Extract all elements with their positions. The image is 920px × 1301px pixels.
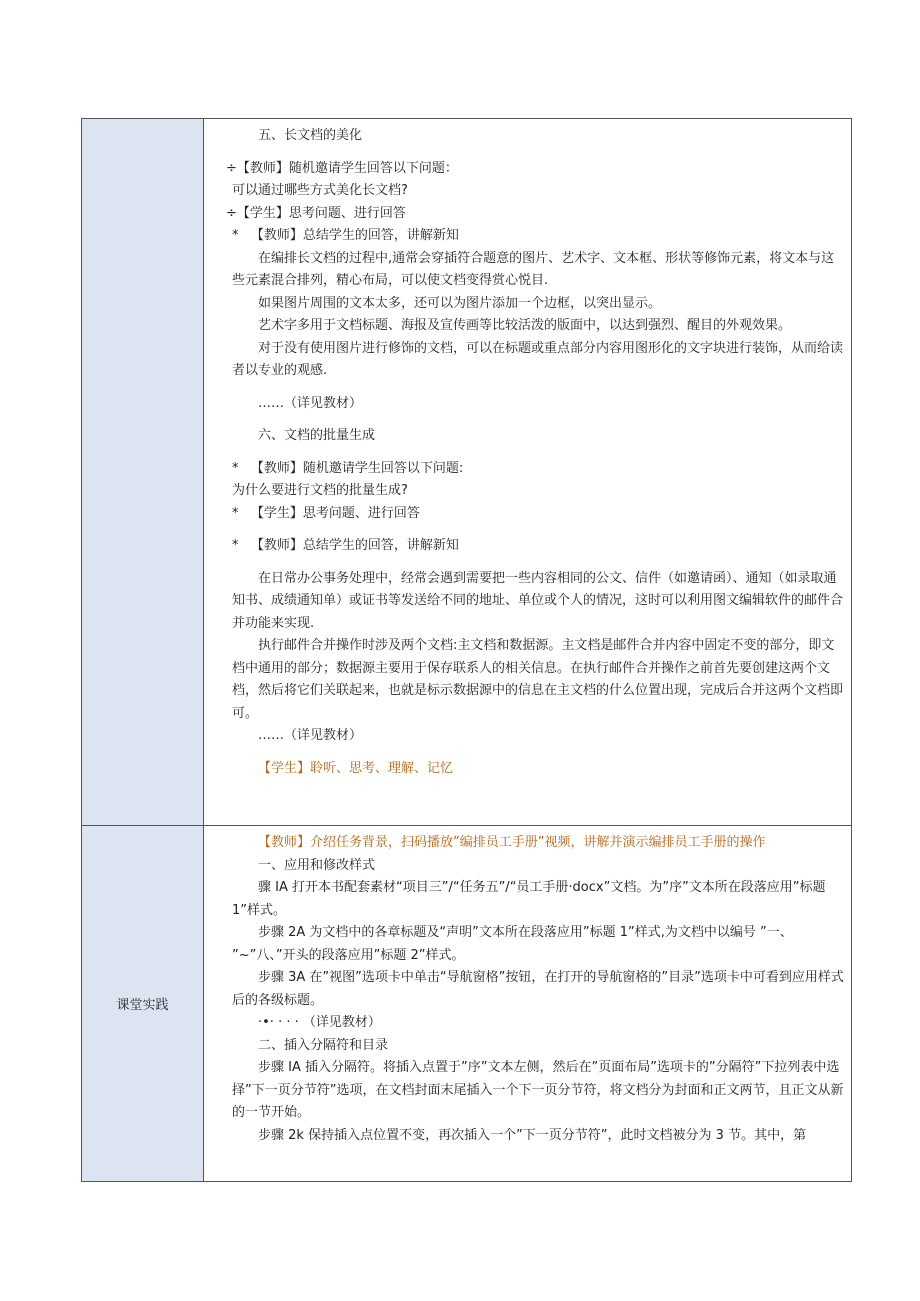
lesson-table xyxy=(81,118,852,1182)
table-row xyxy=(82,826,851,1181)
section-heading: 一、应用和修改样式 xyxy=(258,857,376,873)
paragraph: 在日常办公事务处理中，经常会遇到需要把一些内容相同的公文、信件（如邀请函）、通知（如录取通知书、成绩通知单）或证书等发送给不同的地址、单位或个人的情况，这时可以利用图文编辑软件的邮件合并功能来实现. xyxy=(232,570,844,631)
step-paragraph: 步骤 IA 插入分隔符。将插入点置于”序”文本左侧，然后在”页面布局”选项卡的”分隔符”下拉列表中选择”下一页分节符”选项，在文档封面末尾插入一个下一页分节符，将文档分为封面和正文两节，且正文从新的一节开始。 xyxy=(232,1060,844,1120)
row-label xyxy=(82,119,204,825)
row-label: 课堂实践 xyxy=(82,826,204,1181)
question-line: 为什么要进行文档的批量生成? xyxy=(232,483,408,498)
student-activity: 【学生】聆听、思考、理解、记忆 xyxy=(258,760,454,776)
teacher-line: * 【教师】随机邀请学生回答以下问题: xyxy=(232,460,464,476)
paragraph: 如果图片周围的文本太多，还可以为图片添加一个边框，以突出显示。 xyxy=(258,295,662,311)
step-paragraph: 步骤 2k 保持插入点位置不变，再次插入一个”下一页分节符”，此时文档被分为 3 节。其中，第 xyxy=(258,1127,807,1143)
table-row xyxy=(82,119,851,826)
step-paragraph: 步骤 3A 在”视图”选项卡中单击“导航窗格”按钮，在打开的导航窗格的”目录”选项卡中可看到应用样式后的各级标题。 xyxy=(232,970,844,1008)
row-content xyxy=(204,826,851,1181)
question-line: 可以通过哪些方式美化长文档? xyxy=(232,183,408,198)
section-heading: 六、文档的批量生成 xyxy=(258,428,376,443)
see-textbook: ·•· · · · （详见教材） xyxy=(258,1015,381,1030)
section-heading: 五、长文档的美化 xyxy=(258,128,363,143)
step-paragraph: 骤 IA 打开本书配套素材“项目三”/“任务五”/“员工手册·docx”文档。为”序”文本所在段落应用”标题 1”样式。 xyxy=(232,880,826,918)
student-line: * 【学生】思考问题、进行回答 xyxy=(232,505,420,521)
row-content xyxy=(204,119,851,825)
see-textbook: ……（详见教材） xyxy=(258,395,363,411)
teacher-intro: 【教师】介绍任务背景，扫码播放”编排员工手册”视频，讲解并演示编排员工手册的操作 xyxy=(258,835,766,850)
paragraph: 执行邮件合并操作时涉及两个文档:主文档和数据源。主文档是邮件合并内容中固定不变的部分，即文档中通用的部分；数据源主要用于保存联系人的相关信息。在执行邮件合并操作之前首先要创建这两个文档，然后将它们关联起来，也就是标示数据源中的信息在主文档的什么位置出现，完成后合并这两个文档即可。 xyxy=(232,638,844,721)
paragraph: 艺术字多用于文档标题、海报及宣传画等比较活泼的版面中，以达到强烈、醒目的外观效果。 xyxy=(258,318,792,333)
paragraph: 对于没有使用图片进行修饰的文档，可以在标题或重点部分内容用图形化的文字块进行装饰，从而给读者以专业的观感. xyxy=(232,340,844,378)
teacher-line: * 【教师】总结学生的回答，讲解新知 xyxy=(232,538,459,553)
step-paragraph: 步骤 2A 为文档中的各章标题及“声明”文本所在段落应用”标题 1”样式,为文档中以编号 ”一、 ”~”八、”开头的段落应用”标题 2”样式。 xyxy=(232,925,793,963)
student-line: ÷【学生】思考问题、进行回答 xyxy=(226,205,406,221)
section-heading: 二、插入分隔符和目录 xyxy=(258,1037,389,1053)
teacher-line: * 【教师】总结学生的回答，讲解新知 xyxy=(232,228,459,243)
teacher-line: ÷【教师】随机邀请学生回答以下问题： xyxy=(226,160,458,176)
see-textbook: ……（详见教材） xyxy=(258,728,363,743)
paragraph: 在编排长文档的过程中,通常会穿插符合题意的图片、艺术字、文本框、形状等修饰元素，将文本与这些元素混合排列，精心布局，可以使文档变得赏心悦目. xyxy=(232,250,835,288)
